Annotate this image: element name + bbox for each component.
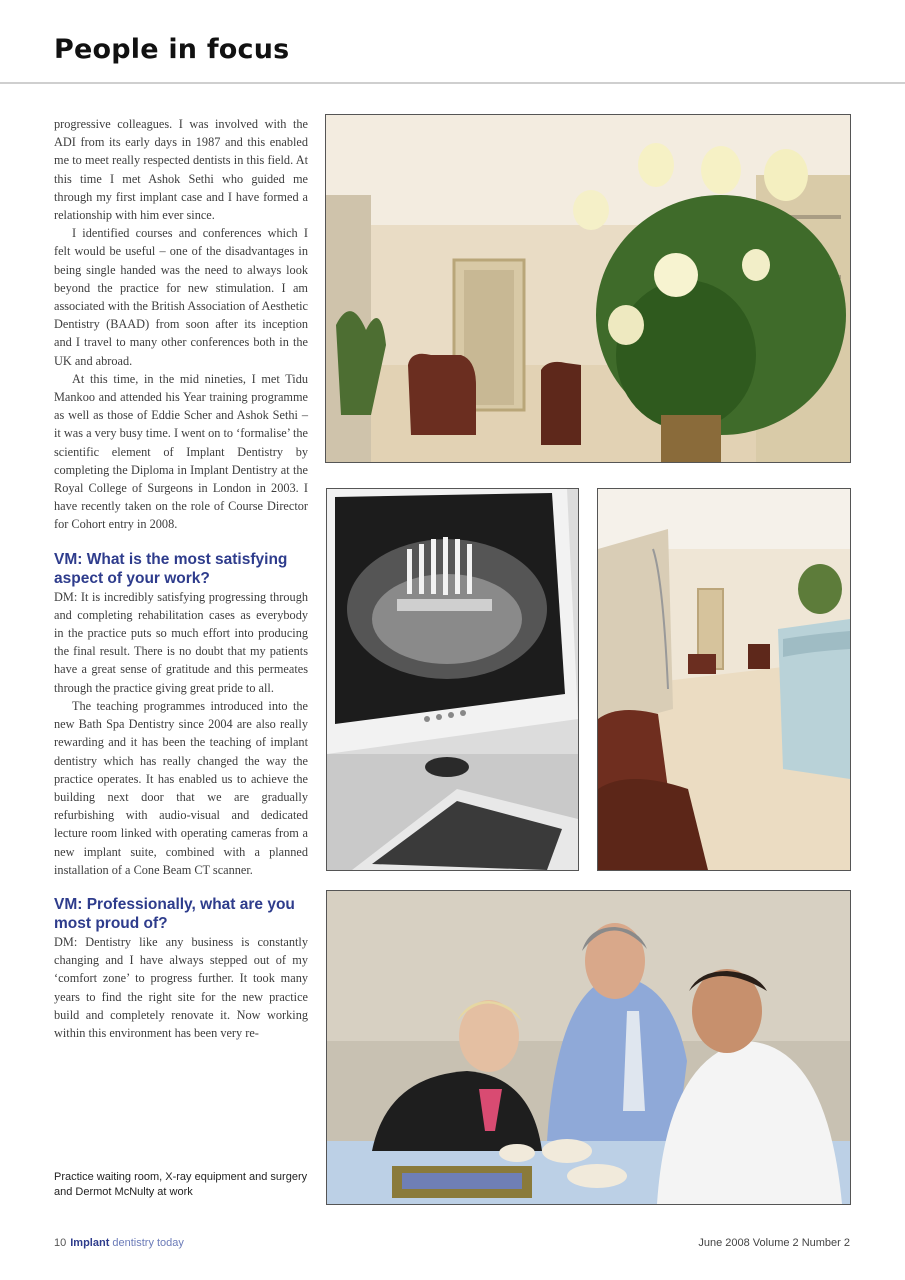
paragraph: The teaching programmes introduced into the new Bath Spa Dentistry since 2004 are also really rewarding and it has been the teaching of implant dentistry which has really changed the way the practice operates. It has enabled us to achieve the building next door that we are gradually refurbishing with audio-visual and dedicated lecture room linked with operating cameras from a new implant suite, combined with a planned installation of a Cone Beam CT scanner. — [54, 698, 308, 877]
page-title: People in focus — [54, 34, 290, 65]
paragraph: At this time, in the mid nineties, I met Tidu Mankoo and attended his Year training programme as well as those of Eddie Scher and Ashok Sethi – it was a very busy time. I went on to ‘formalise’ the scientific element of Implant Dentistry by completing the Diploma in Implant Dentistry at the Royal College of Surgeons in London in 2003. I have recently taken on the role of Course Director for Cohort entry in 2008. — [54, 371, 308, 532]
question-heading: VM: What is the most satisfying aspect of your work? — [54, 550, 288, 587]
page-header — [0, 0, 905, 84]
question-heading: VM: Professionally, what are you most proud of? — [54, 895, 295, 932]
paragraph: progressive colleagues. I was involved with the ADI from its early days in 1987 and this enabled me to meet really respected dentists in this field. At this time I met Ashok Sethi who guided me through my first implant case and I have formed a relationship with him ever since. — [54, 117, 308, 223]
photo-waiting-room — [325, 114, 851, 463]
article-column — [54, 115, 308, 1042]
magazine-name-bold: Implant — [70, 1237, 110, 1249]
footer-left — [54, 1237, 184, 1249]
magazine-name-rest: dentistry today — [112, 1237, 184, 1249]
paragraph: DM: Dentistry like any business is constantly changing and I have always stepped out of my ‘comfort zone’ to progress further. It took many years to find the right site for the new practice build and completely renovate it. Now working within this environment has been very re- — [54, 934, 308, 1040]
page-number: 10 — [54, 1237, 67, 1249]
photo-caption: Practice waiting room, X-ray equipment and surgery and Dermot McNulty at work — [54, 1171, 308, 1198]
paragraph: DM: It is incredibly satisfying progressing through and completing rehabilitation cases as everybody in the practice puts so much effort into producing the final result. There is no doubt that my patients have a great sense of gratitude and this permeates through the practice giving great pride to all. — [54, 589, 308, 695]
issue-info: June 2008 Volume 2 Number 2 — [698, 1237, 850, 1249]
photo-reception — [597, 488, 851, 871]
photo-xray-monitor — [326, 488, 579, 871]
photo-dentist-at-work — [326, 890, 851, 1205]
paragraph: I identified courses and conferences which I felt would be useful – one of the disadvantages in being single handed was the need to always look beyond the practice for new stimulation. I am associated with the British Association of Aesthetic Dentistry (BAAD) from soon after its inception and I travel to many other conferences both in the UK and abroad. — [54, 226, 308, 368]
